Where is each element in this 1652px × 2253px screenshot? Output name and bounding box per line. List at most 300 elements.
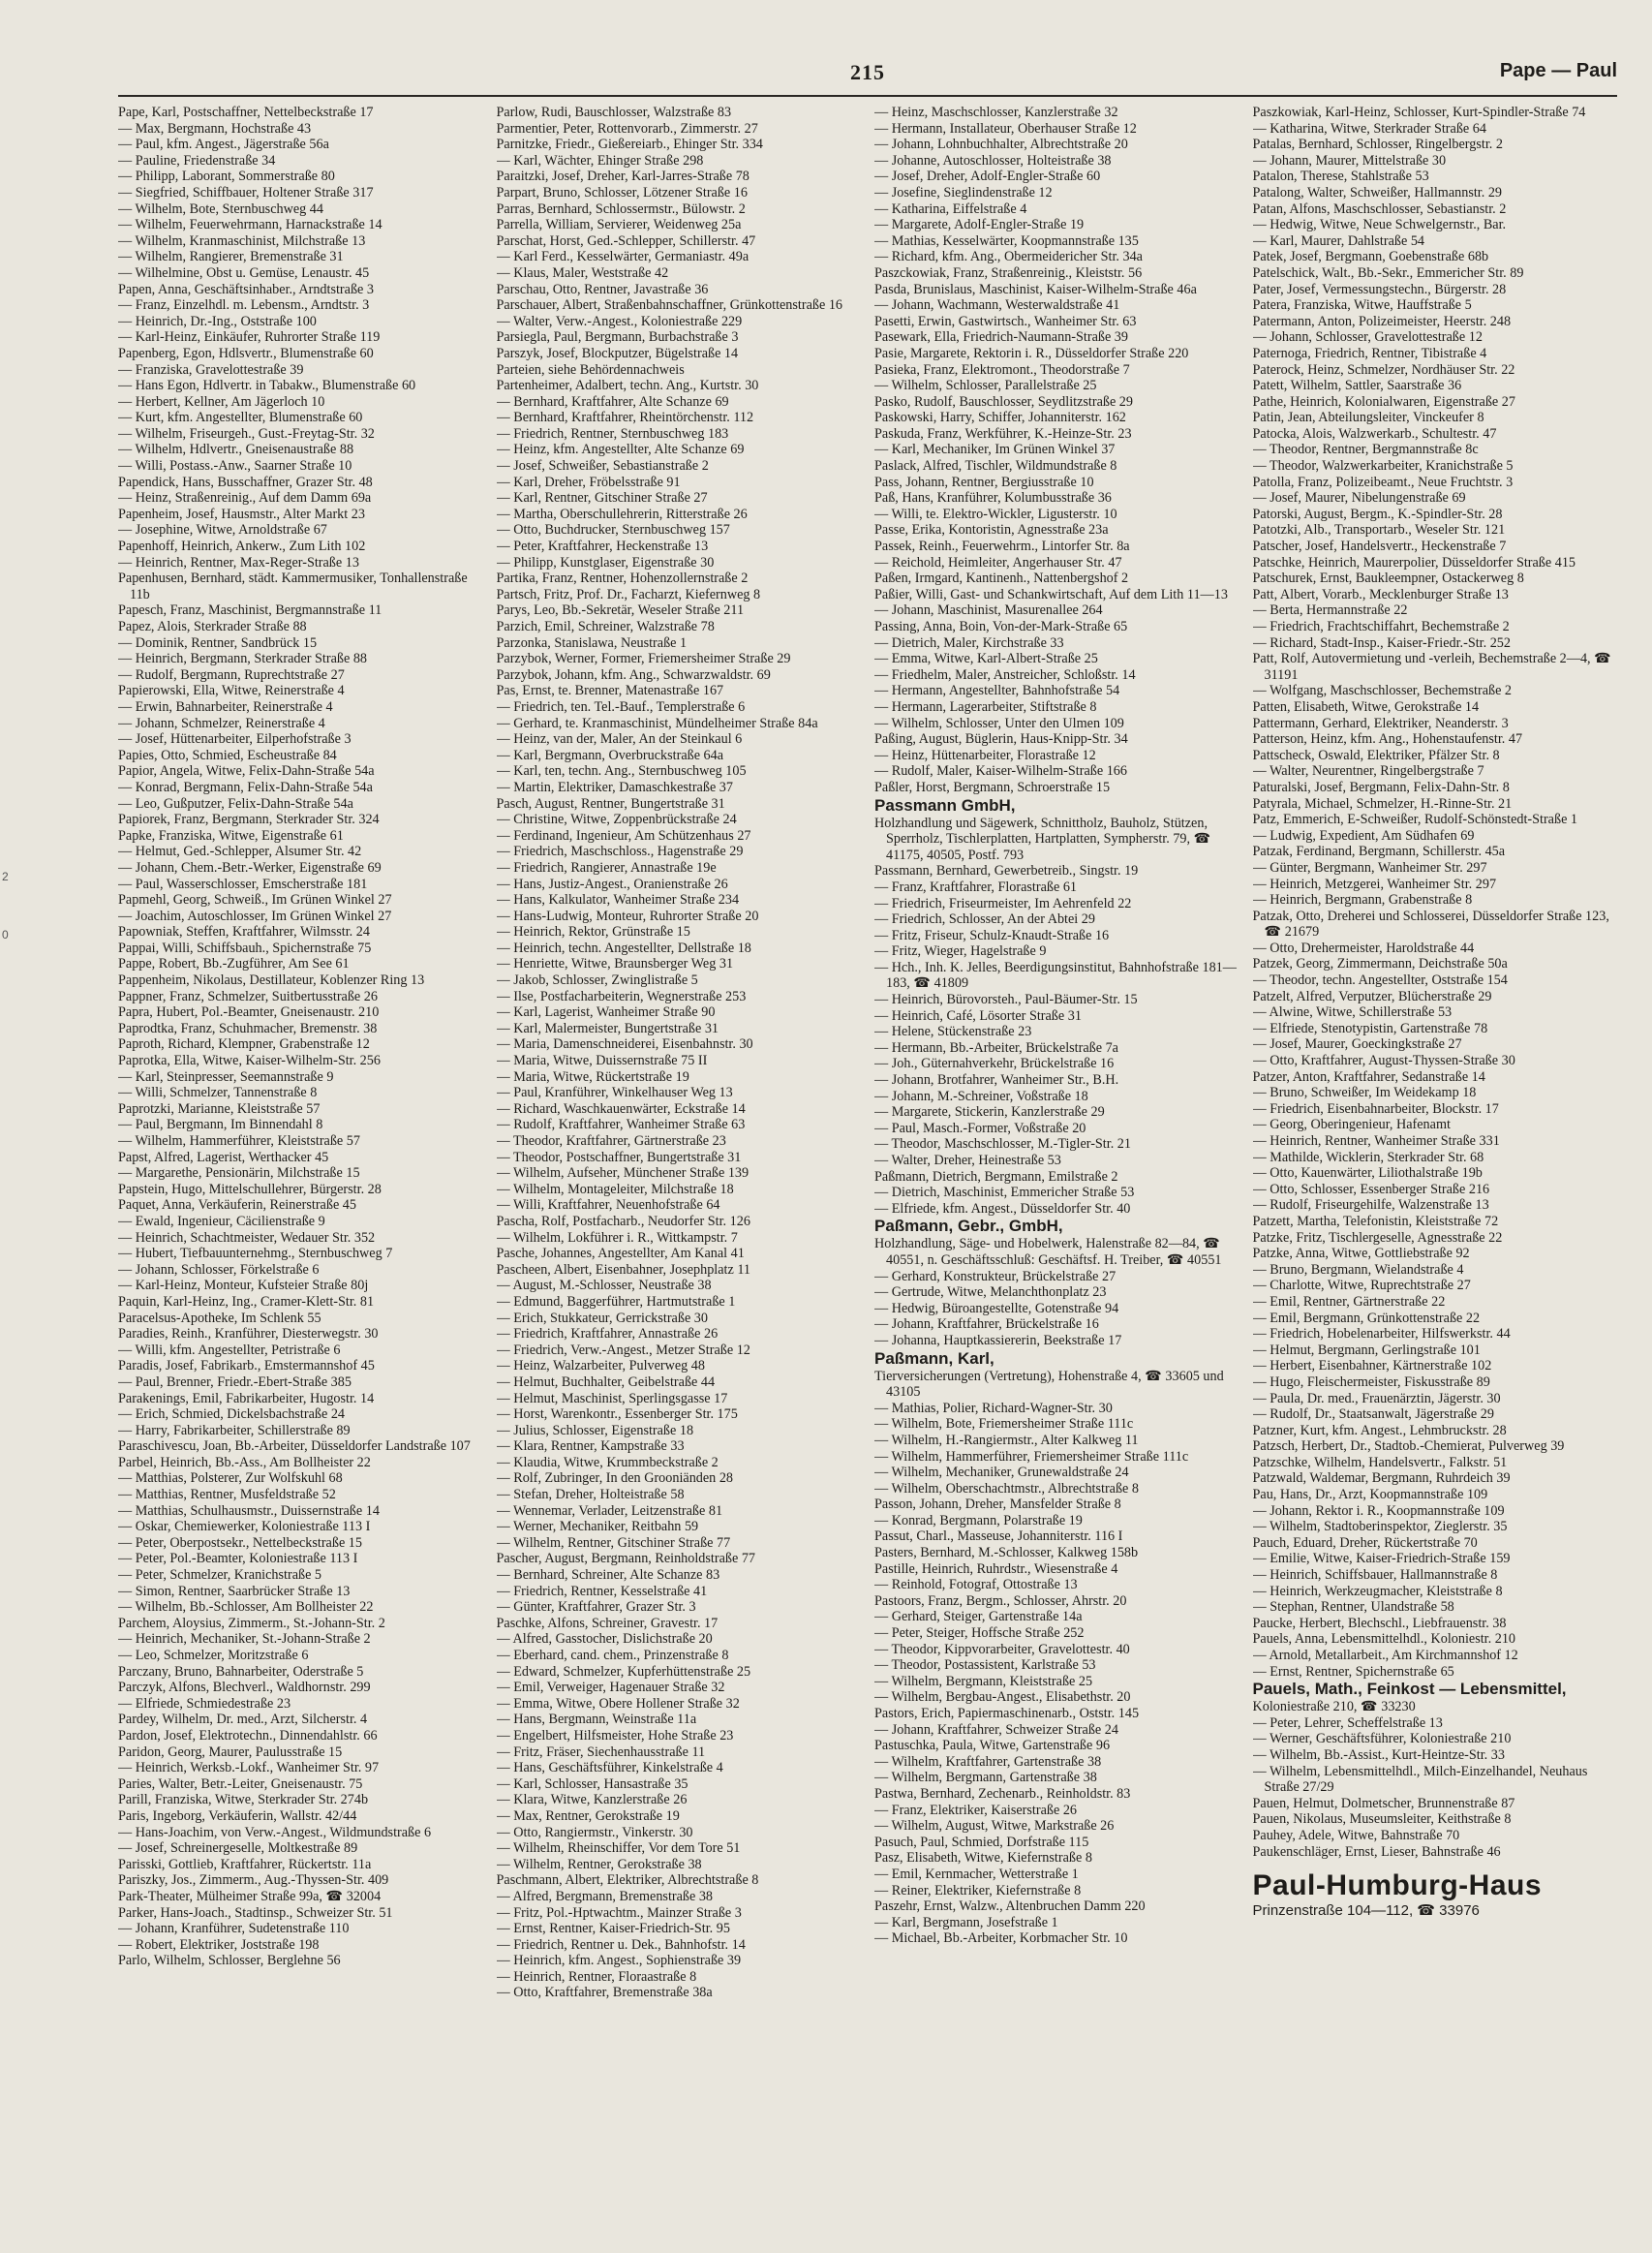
directory-entry: — Hermann, Lagerarbeiter, Stiftstraße 8 [874, 698, 1097, 715]
directory-entry: — Theodor, Kippvorarbeiter, Gravelottestr. 40 [874, 1641, 1130, 1657]
directory-entry: — Heinrich, Metzgerei, Wanheimer Str. 297 [1252, 876, 1497, 892]
directory-entry: — Friedrich, ten. Tel.-Bauf., Templerstraße 6 [496, 698, 746, 715]
directory-entry: — Karl, Dreher, Fröbelsstraße 91 [496, 474, 681, 490]
directory-entry: — Walter, Verw.-Angest., Koloniestraße 229 [496, 313, 743, 329]
directory-entry: — Paul, Masch.-Former, Voßstraße 20 [874, 1120, 1086, 1136]
directory-entry: Paßmann, Gebr., GmbH, [874, 1217, 1063, 1236]
directory-entry: Pappai, Willi, Schiffsbauh., Spichernstraße 75 [118, 940, 372, 956]
directory-entry: — Paul, Wasserschlosser, Emscherstraße 181 [118, 876, 368, 892]
directory-entry: Papra, Hubert, Pol.-Beamter, Gneisenaustr. 210 [118, 1004, 380, 1021]
directory-entry: — Alfred, Bergmann, Bremenstraße 38 [496, 1888, 714, 1904]
directory-entry: — Heinrich, kfm. Angest., Sophienstraße 39 [496, 1953, 742, 1969]
directory-entry: — Joh., Güternahverkehr, Brückelstraße 16 [874, 1056, 1115, 1072]
directory-entry: Parzich, Emil, Schreiner, Walzstraße 78 [496, 619, 715, 634]
directory-entry: Pasewark, Ella, Friedrich-Naumann-Straße 39 [874, 329, 1128, 346]
directory-entry: Patscher, Josef, Handelsvertr., Heckenstraße 7 [1252, 539, 1507, 555]
directory-entry: — Josef, Maurer, Nibelungenstraße 69 [1252, 490, 1466, 507]
directory-entry: Papesch, Franz, Maschinist, Bergmannstraße 11 [118, 602, 382, 619]
directory-entry: — Heinz, kfm. Angestellter, Alte Schanze 69 [496, 442, 745, 458]
directory-entry: Tierversicherungen (Vertretung), Hohenstraße 4, ☎ 33605 und 43105 [874, 1368, 1224, 1401]
directory-entry: — Bruno, Schweißer, Im Weidekamp 18 [1252, 1085, 1477, 1101]
directory-entry: Pattermann, Gerhard, Elektriker, Neanderstr. 3 [1252, 715, 1509, 731]
directory-entry: — Wolfgang, Maschschlosser, Bechemstraße 2 [1252, 683, 1513, 699]
directory-entry: Papiorek, Franz, Bergmann, Sterkrader Str. 324 [118, 812, 380, 828]
directory-entry: — Maria, Witwe, Duissernstraße 75 II [496, 1053, 708, 1069]
directory-entry: — Johann, Schmelzer, Reinerstraße 4 [118, 715, 325, 731]
directory-entry: Patten, Elisabeth, Witwe, Gerokstraße 14 [1252, 698, 1480, 715]
directory-entry: — Werner, Mechaniker, Reitbahn 59 [496, 1519, 699, 1535]
directory-entry: — Otto, Kauenwärter, Liliothalstraße 19b [1252, 1165, 1483, 1182]
directory-entry: — Willi, Kraftfahrer, Neuenhofstraße 64 [496, 1197, 720, 1214]
directory-entry: Patan, Alfons, Maschschlosser, Sebastianstr. 2 [1252, 201, 1507, 217]
directory-entry: Paßing, August, Bügleri​n, Haus-Knipp-Str. 34 [874, 731, 1128, 748]
directory-entry: Paradis, Josef, Fabrikarb., Emstermannshof 45 [118, 1358, 375, 1374]
directory-entry: — Karl, Bergmann, Overbruckstraße 64a [496, 747, 724, 763]
directory-entry: — Matthias, Polsterer, Zur Wolfskuhl 68 [118, 1470, 343, 1487]
directory-entry: — Reinhold, Fotograf, Ottostraße 13 [874, 1577, 1078, 1593]
directory-entry: — Karl, Bergmann, Josefstraße 1 [874, 1914, 1058, 1930]
directory-entry: — Simon, Rentner, Saarbrücker Straße 13 [118, 1583, 351, 1599]
directory-entry: — Heinz, Maschschlosser, Kanzlerstraße 32 [874, 105, 1118, 120]
directory-entry: — Wilhelm, Bote, Sternbuschweg 44 [118, 201, 323, 217]
directory-entry: — Philipp, Kunstglaser, Eigenstraße 30 [496, 554, 715, 571]
directory-entry: — Jakob, Schlosser, Zwinglistraße 5 [496, 972, 698, 989]
directory-entry: Pappe, Robert, Bb.-Zugführer, Am See 61 [118, 956, 350, 972]
directory-entry: — Wilhelm, Bergbau-Angest., Elisabethstr. 20 [874, 1689, 1131, 1706]
directory-entry: Pappner, Franz, Schmelzer, Suitbertusstraße 26 [118, 988, 378, 1004]
directory-entry: — Friedrich, Eisenbahnarbeiter, Blockstr. 17 [1252, 1100, 1499, 1117]
directory-entry: Paterock, Heinz, Schmelzer, Nordhäuser Str. 22 [1252, 361, 1515, 378]
directory-entry: Parszyk, Josef, Blockputzer, Bügelstraße 14 [496, 345, 739, 361]
directory-entry: — Heinrich, Bürovorsteh., Paul-Bäumer-Str. 15 [874, 992, 1138, 1008]
directory-entry: — Rudolf, Friseurgehilfe, Walzenstraße 13 [1252, 1197, 1489, 1214]
directory-entry: Papowniak, Steffen, Kraftfahrer, Wilmsstr. 24 [118, 924, 370, 941]
directory-entry: Patalong, Walter, Schweißer, Hallmannstr. 29 [1252, 184, 1503, 201]
directory-entry: Patt, Rolf, Autovermietung und -verleih, Bechemstraße 2—4, ☎ 31191 [1252, 651, 1611, 683]
directory-entry: Partika, Franz, Rentner, Hohenzollernstraße 2 [496, 571, 749, 587]
directory-entry: Pauels, Anna, Lebensmittelhdl., Koloniestr. 210 [1252, 1631, 1516, 1648]
directory-entry: — Fritz, Pol.-Hptwachtm., Mainzer Straße 3 [496, 1904, 742, 1921]
directory-entry: Pastoors, Franz, Bergm., Schlosser, Ahrstr. 20 [874, 1592, 1127, 1609]
directory-entry: — Martha, Oberschullehrerin, Ritterstraße 26 [496, 506, 748, 522]
directory-entry: Paucke, Herbert, Blechschl., Liebfrauenstr. 38 [1252, 1615, 1507, 1631]
directory-entry: Holzhandlung, Säge- und Hobelwerk, Halenstraße 82—84, ☎ 40551, n. Geschäftsschluß: Geschäftsf. H. Treiber, ☎ 40551 [874, 1236, 1222, 1268]
directory-entry: — Franz, Elektriker, Kaiserstraße 26 [874, 1802, 1078, 1818]
directory-entry: — Hubert, Tiefbauunternehmg., Sternbuschweg 7 [118, 1246, 393, 1262]
directory-entry: — Johann, Kraftfahrer, Brückelstraße 16 [874, 1316, 1099, 1333]
directory-entry: — Fritz, Friseur, Schulz-Knaudt-Straße 16 [874, 927, 1110, 943]
directory-entry: — Helmut, Maschinist, Sperlingsgasse 17 [496, 1390, 728, 1406]
directory-entry: Partenheimer, Adalbert, techn. Ang., Kurtstr. 30 [496, 378, 759, 394]
directory-entry: — Wilhelm, Rentner, Gitschiner Straße 77 [496, 1534, 731, 1551]
directory-entry: Papst, Alfred, Lagerist, Werthacker 45 [118, 1149, 329, 1165]
directory-entry: — Willi, kfm. Angestellter, Petristraße 6 [118, 1342, 341, 1358]
directory-entry: Passek, Reinh., Feuerwehrm., Lintorfer Str. 8a [874, 539, 1130, 555]
directory-entry: — Harry, Fabrikarbeiter, Schillerstraße 89 [118, 1422, 351, 1438]
directory-entry: — Horst, Warenkontr., Essenberger Str. 175 [496, 1406, 738, 1423]
directory-entry: — Karl, Mechaniker, Im Grünen Winkel 37 [874, 442, 1116, 458]
directory-entry: — Wilhelm, Hammerführer, Friemersheimer Straße 111c [874, 1448, 1189, 1465]
directory-entry: — Mathias, Polier, Richard-Wagner-Str. 30 [874, 1400, 1113, 1416]
directory-entry: — Johann, Maurer, Mittelstraße 30 [1252, 152, 1447, 169]
advertisement [1253, 1869, 1618, 1920]
directory-entry: — Otto, Kraftfahrer, August-Thyssen-Straße 30 [1252, 1053, 1515, 1069]
directory-entry: — Franz, Kraftfahrer, Florastraße 61 [874, 879, 1078, 895]
directory-entry: — Ilse, Postfacharbeiterin, Wegnerstraße 253 [496, 988, 747, 1004]
directory-entry: — Wilhelm, H.-Rangiermstr., Alter Kalkweg 11 [874, 1432, 1139, 1448]
directory-entry: — Karl, ten, techn. Ang., Sternbuschweg 105 [496, 763, 747, 780]
directory-entry: Passut, Charl., Masseuse, Johanniterstr. 116 I [874, 1528, 1123, 1545]
directory-entry: Passmann, Bernhard, Gewerbetreib., Singstr. 19 [874, 863, 1139, 880]
directory-entry: — Alfred, Gasstocher, Dislichstraße 20 [496, 1631, 713, 1648]
directory-entry: — Max, Bergmann, Hochstraße 43 [118, 120, 312, 137]
directory-entry: Paszehr, Ernst, Walzw., Altenbruchen Damm 220 [874, 1898, 1146, 1915]
directory-entry: — Friedhelm, Maler, Anstreicher, Schloßstr. 14 [874, 666, 1136, 683]
directory-entry: — Hans, Kalkulator, Wanheimer Straße 234 [496, 892, 740, 909]
directory-entry: — Herbert, Eisenbahner, Kärtnerstraße 102 [1252, 1358, 1492, 1374]
directory-entry: Pauen, Helmut, Dolmetscher, Brunnenstraße 87 [1252, 1795, 1515, 1811]
directory-entry: — Johann, M.-Schreiner, Voßstraße 18 [874, 1088, 1088, 1104]
directory-entry: — Heinrich, techn. Angestellter, Dellstraße 18 [496, 940, 751, 956]
directory-entry: — Fritz, Fräser, Siechenhausstraße 11 [496, 1744, 706, 1760]
directory-entry: — Heinrich, Schiffsbauer, Hallmannstraße 8 [1252, 1567, 1498, 1584]
directory-entry: — Friedrich, Hobelenarbeiter, Hilfswerkstr. 44 [1252, 1326, 1511, 1343]
directory-entry: — Wilhelm, Kranmaschinist, Milchstraße 13 [118, 232, 366, 249]
directory-entry: — Paul, kfm. Angest., Jägerstraße 56a [118, 137, 329, 153]
advertisement-title: Paul-Humburg-Haus [1252, 1869, 1543, 1902]
directory-entry: Pascha, Rolf, Postfacharb., Neudorfer Str. 126 [496, 1213, 750, 1229]
directory-entry: Parczyk, Alfons, Blechverl., Waldhornstr. 299 [118, 1680, 371, 1696]
directory-entry: — Stephan, Rentner, Ulandstraße 58 [1252, 1599, 1454, 1616]
directory-entry: — Klaus, Maler, Weststraße 42 [496, 264, 669, 281]
directory-entry: Paukenschläger, Ernst, Lieser, Bahnstraße 46 [1252, 1843, 1501, 1860]
directory-entry: — Richard, kfm. Ang., Obermeidericher Str. 34a [874, 249, 1143, 265]
directory-entry: — Peter, Lehrer, Scheffelstraße 13 [1252, 1714, 1443, 1731]
directory-entry: — Emil, Verweiger, Hagenauer Straße 32 [496, 1680, 725, 1696]
directory-entry: Holzhandlung und Sägewerk, Schnittholz, Bauholz, Stützen, Sperrholz, Tischlerplatten, Hartplatten, Sympherstr. 79, ☎ 41175, 40505, Postf. 793 [874, 815, 1211, 863]
directory-entry: — Willi, Postass.-Anw., Saarner Straße 10 [118, 458, 352, 475]
directory-entry: — Wilhelm, Schlosser, Unter den Ulmen 109 [874, 715, 1124, 731]
directory-entry: — Johann, Rektor i. R., Koopmannstraße 109 [1252, 1502, 1505, 1519]
directory-entry: Pastuschka, Paula, Witwe, Gartenstraße 96 [874, 1738, 1111, 1754]
directory-entry: — Heinrich, Rektor, Grünstraße 15 [496, 924, 690, 941]
directory-entry: — Heinz, van der, Maler, An der Steinkaul 6 [496, 731, 743, 748]
directory-entry: — Theodor, Postschaffner, Bungertstraße 31 [496, 1149, 742, 1165]
directory-entry: Pasz, Elisabeth, Witwe, Kiefernstraße 8 [874, 1850, 1092, 1867]
directory-entry: Pasters, Bernhard, M.-Schlosser, Kalkweg 158b [874, 1545, 1139, 1561]
directory-entry: — Peter, Kraftfahrer, Heckenstraße 13 [496, 539, 709, 555]
directory-entry: Paproth, Richard, Klempner, Grabenstraße 12 [118, 1036, 370, 1053]
directory-entry: — Bruno, Bergmann, Wielandstraße 4 [1252, 1261, 1464, 1278]
directory-entry: Paßmann, Dietrich, Bergmann, Emilstraße 2 [874, 1168, 1118, 1185]
directory-entry: — Hans-Ludwig, Monteur, Ruhrorter Straße 20 [496, 908, 759, 924]
directory-entry: Patterson, Heinz, kfm. Ang., Hohenstaufenstr. 47 [1252, 731, 1523, 748]
directory-entry: Papez, Alois, Sterkrader Straße 88 [118, 619, 307, 634]
directory-entry: — Max, Rentner, Gerokstraße 19 [496, 1807, 680, 1824]
advertisement-subtitle: Prinzenstraße 104—112, ☎ 33976 [1252, 1902, 1480, 1920]
directory-entry: Patzschke, Wilhelm, Handelsvertr., Falkstr. 51 [1252, 1454, 1508, 1470]
directory-column-3 [874, 105, 1239, 2236]
directory-entry: — Leo, Gußputzer, Felix-Dahn-Straße 54a [118, 795, 353, 812]
directory-entry: — Otto, Buchdrucker, Sternbuschweg 157 [496, 522, 730, 539]
directory-entry: Papenberg, Egon, Hdlsvertr., Blumenstraße 60 [118, 345, 374, 361]
directory-entry: — Karl Ferd., Kesselwärter, Germaniastr. 49a [496, 249, 750, 265]
directory-entry: Paris, Ingeborg, Verkäuferin, Wallstr. 42/44 [118, 1807, 357, 1824]
directory-entry: — Johann, Lohnbuchhalter, Albrechtstraße 20 [874, 137, 1128, 153]
directory-entry: — Johanne, Autoschlosser, Holteistraße 38 [874, 152, 1112, 169]
directory-entry: — Peter, Pol.-Beamter, Koloniestraße 113 I [118, 1551, 358, 1567]
directory-entry: — Friedrich, Frachtschiffahrt, Bechemstraße 2 [1252, 619, 1510, 634]
directory-entry: — Konrad, Bergmann, Felix-Dahn-Straße 54a [118, 779, 373, 795]
directory-entry: Pater, Josef, Vermessungstechn., Bürgerstr. 28 [1252, 281, 1507, 297]
directory-entry: — Ewald, Ingenieur, Cäcilienstraße 9 [118, 1213, 325, 1229]
directory-entry: — Oskar, Chemiewerker, Koloniestraße 113 I [118, 1519, 371, 1535]
directory-entry: — Eberhard, cand. chem., Prinzenstraße 8 [496, 1648, 729, 1663]
directory-entry: — Leo, Schmelzer, Moritzstraße 6 [118, 1648, 309, 1663]
directory-entry: Parlo, Wilhelm, Schlosser, Berglehne 56 [118, 1953, 341, 1969]
directory-entry: Parrella, William, Servierer, Weidenweg 25a [496, 217, 742, 233]
directory-entry: — Heinrich, Rentner, Floraastraße 8 [496, 1968, 697, 1985]
directory-entry: — Katharina, Eiffelstraße 4 [874, 201, 1027, 217]
directory-entry: — Franziska, Gravelottestraße 39 [118, 361, 304, 378]
directory-entry: Paraitzki, Josef, Dreher, Karl-Jarres-Straße 78 [496, 169, 750, 185]
directory-entry: — Edward, Schmelzer, Kupferhüttenstraße 25 [496, 1663, 751, 1680]
directory-entry: Parisski, Gottlieb, Kraftfahrer, Rückertstr. 11a [118, 1856, 372, 1872]
directory-entry: — Johann, Kraftfahrer, Schweizer Straße 24 [874, 1721, 1118, 1738]
directory-entry: — Wilhelm, Lokführer i. R., Wittkampstr. 7 [496, 1229, 738, 1246]
directory-entry: Paskuda, Franz, Werkführer, K.-Heinze-Str. 23 [874, 425, 1132, 442]
directory-entry: Parlow, Rudi, Bauschlosser, Walzstraße 83 [496, 105, 732, 120]
directory-entry: — Paula, Dr. med., Frauenärztin, Jägerstr. 30 [1252, 1390, 1501, 1406]
directory-entry: — Hermann, Installateur, Oberhauser Straße 12 [874, 120, 1137, 137]
directory-entry: — Philipp, Laborant, Sommerstraße 80 [118, 169, 335, 185]
directory-entry: Patin, Jean, Abteilungsleiter, Vinckeufer 8 [1252, 410, 1484, 426]
directory-entry: Pastors, Erich, Papiermaschinenarb., Oststr. 145 [874, 1706, 1140, 1721]
directory-entry: — Paul, Brenner, Friedr.-Ebert-Straße 385 [118, 1373, 352, 1390]
directory-entry: Patelschick, Walt., Bb.-Sekr., Emmericher Str. 89 [1252, 264, 1524, 281]
directory-entry: — Hans, Bergmann, Weinstraße 11a [496, 1712, 697, 1728]
directory-entry: Paßmann, Karl, [874, 1348, 994, 1368]
directory-entry: Patzner, Kurt, kfm. Angest., Lehmbruckstr. 28 [1252, 1422, 1507, 1438]
directory-entry: Parill, Franziska, Witwe, Sterkrader Str. 274b [118, 1792, 369, 1808]
directory-entry: Papenhoff, Heinrich, Ankerw., Zum Lith 102 [118, 539, 366, 555]
directory-entry: — Theodor, Walzwerkarbeiter, Kranichstraße 5 [1252, 458, 1514, 475]
directory-entry: — Otto, Rangiermstr., Vinkerstr. 30 [496, 1824, 693, 1840]
directory-entry: — Emma, Witwe, Obere Hollener Straße 32 [496, 1695, 740, 1712]
directory-entry: Patyrala, Michael, Schmelzer, H.-Rinne-Str. 21 [1252, 795, 1513, 812]
directory-entry: Papenheim, Josef, Hausmstr., Alter Markt 23 [118, 506, 365, 522]
directory-entry: — Wilhelm, Rentner, Gerokstraße 38 [496, 1856, 702, 1872]
directory-entry: — Erwin, Bahnarbeiter, Reinerstraße 4 [118, 698, 333, 715]
directory-entry: Pasuch, Paul, Schmied, Dorfstraße 115 [874, 1834, 1089, 1850]
directory-entry: — Karl-Heinz, Monteur, Kufsteier Straße 80j [118, 1278, 369, 1294]
directory-entry: — Heinrich, Rentner, Max-Reger-Straße 13 [118, 554, 359, 571]
directory-entry: — Richard, Waschkauenwärter, Eckstraße 14 [496, 1100, 746, 1117]
directory-entry: — Helmut, Ged.-Schlepper, Alsumer Str. 42 [118, 844, 362, 860]
directory-entry: — Johann, Brotfahrer, Wanheimer Str., B.H. [874, 1072, 1119, 1089]
directory-entry: — Peter, Schmelzer, Kranichstraße 5 [118, 1567, 322, 1584]
directory-entry: — Hedwig, Witwe, Neue Schwelgernstr., Bar. [1252, 217, 1507, 233]
directory-entry: Parpart, Bruno, Schlosser, Lötzener Straße 16 [496, 184, 748, 201]
directory-entry: — Martin, Elektriker, Damaschkestraße 37 [496, 779, 733, 795]
directory-entry: — Berta, Hermannstraße 22 [1252, 602, 1408, 619]
directory-entry: — Ferdinand, Ingenieur, Am Schützenhaus 27 [496, 827, 751, 844]
directory-entry: Pasetti, Erwin, Gastwirtsch., Wanheimer Str. 63 [874, 313, 1137, 329]
directory-entry: Patalas, Bernhard, Schlosser, Ringelbergstr. 2 [1252, 137, 1503, 153]
directory-entry: Parteien, siehe Behördennachweis [496, 361, 685, 378]
directory-entry: — Hans-Joachim, von Verw.-Angest., Wildmundstraße 6 [118, 1824, 432, 1840]
directory-entry: Patzak, Ferdinand, Bergmann, Schillerstr. 45a [1252, 844, 1506, 860]
directory-entry: — Otto, Kraftfahrer, Bremenstraße 38a [496, 1985, 713, 2001]
directory-entry: — Walter, Neurentner, Ringelbergstraße 7 [1252, 763, 1484, 780]
directory-entry: — Karl, Schlosser, Hansastraße 35 [496, 1775, 688, 1792]
directory-entry: — Robert, Elektriker, Joststraße 198 [118, 1936, 320, 1953]
directory-entry: — Heinrich, Werkzeugmacher, Kleiststraße 8 [1252, 1583, 1503, 1599]
directory-entry: Paraschivescu, Joan, Bb.-Arbeiter, Düsseldorfer Landstraße 107 [118, 1438, 471, 1455]
directory-entry: Papke, Franziska, Witwe, Eigenstraße 61 [118, 827, 344, 844]
directory-entry: — Wilhelm, Montageleiter, Milchstraße 18 [496, 1181, 734, 1197]
directory-entry: — Rudolf, Dr., Staatsanwalt, Jägerstraße 29 [1252, 1406, 1494, 1423]
directory-entry: — Heinrich, Mechaniker, St.-Johann-Straße 2 [118, 1631, 371, 1648]
directory-entry: — Karl, Malermeister, Bungertstraße 31 [496, 1020, 719, 1036]
directory-entry: Pauch, Eduard, Dreher, Rückertstraße 70 [1252, 1534, 1478, 1551]
directory-entry: Pascheen, Albert, Eisenbahner, Josephplatz 11 [496, 1261, 750, 1278]
directory-entry: Parzonka, Stanislawa, Neustraße 1 [496, 634, 688, 651]
directory-entry: Parschat, Horst, Ged.-Schlepper, Schillerstr. 47 [496, 232, 756, 249]
directory-entry: — Friedrich, Rangierer, Annastraße 19e [496, 859, 717, 876]
directory-entry: — Hans, Geschäftsführer, Kinkelstraße 4 [496, 1760, 723, 1776]
directory-entry: Pass, Johann, Rentner, Bergiusstraße 10 [874, 474, 1094, 490]
directory-entry: — Alwine, Witwe, Schillerstraße 53 [1252, 1004, 1453, 1021]
directory-entry: — Heinrich, Schachtmeister, Wedauer Str. 352 [118, 1229, 376, 1246]
page-header [118, 60, 1617, 99]
directory-entry: Paschke, Alfons, Schreiner, Gravestr. 17 [496, 1615, 719, 1631]
directory-entry: — Wilhelm, Bergmann, Kleiststraße 25 [874, 1673, 1093, 1689]
directory-entry: Parchem, Aloysius, Zimmerm., St.-Johann-Str. 2 [118, 1615, 385, 1631]
directory-entry: Park-Theater, Mülheimer Straße 99a, ☎ 32004 [118, 1888, 382, 1904]
directory-entry: — Johann, Kranführer, Sudetenstraße 110 [118, 1921, 350, 1937]
directory-entry: — Wilhelm, Mechaniker, Grunewaldstraße 24 [874, 1465, 1129, 1481]
directory-entry: Pape, Karl, Postschaffner, Nettelbeckstraße 17 [118, 105, 374, 120]
directory-entry: Parzybok, Johann, kfm. Ang., Schwarzwaldstr. 69 [496, 666, 771, 683]
directory-entry: — Friedrich, Maschschloss., Hagenstraße 29 [496, 844, 744, 860]
directory-entry: — Emil, Bergmann, Grünkottenstraße 22 [1252, 1310, 1481, 1326]
directory-entry: — Karl, Wächter, Ehinger Straße 298 [496, 152, 704, 169]
header-rule [118, 95, 1617, 97]
directory-entry: — Heinrich, Werksb.-Lokf., Wanheimer Str. 97 [118, 1760, 380, 1776]
directory-entry: Pathe, Heinrich, Kolonialwaren, Eigenstraße 27 [1252, 393, 1515, 410]
directory-entry: — Helene, Stückenstraße 23 [874, 1024, 1032, 1040]
directory-entry: Patzer, Anton, Kraftfahrer, Sedanstraße 14 [1252, 1068, 1485, 1085]
directory-entry: Pasch, August, Rentner, Bungertstraße 31 [496, 795, 725, 812]
directory-entry: — Matthias, Schulhausmstr., Duissernstraße 14 [118, 1502, 380, 1519]
directory-entry: Paszkowiak, Karl-Heinz, Schlosser, Kurt-Spindler-Straße 74 [1252, 105, 1586, 120]
directory-entry: — Johann, Schlosser, Gravelottestraße 12 [1252, 329, 1483, 346]
directory-entry: — Wilhelm, Stadtoberinspektor, Zieglerstr. 35 [1252, 1519, 1508, 1535]
directory-entry: — Hans Egon, Hdlvertr. in Tabakw., Blumenstraße 60 [118, 378, 416, 394]
directory-entry: — Klara, Rentner, Kampstraße 33 [496, 1438, 685, 1455]
directory-column-2 [497, 105, 862, 2236]
directory-entry: — Josef, Dreher, Adolf-Engler-Straße 60 [874, 169, 1101, 185]
directory-entry: — Josef, Hüttenarbeiter, Eilperhofstraße 3 [118, 731, 352, 748]
directory-entry: — Gerhard, Konstrukteur, Brückelstraße 27 [874, 1268, 1117, 1284]
directory-entry: — Wilhelm, Kraftfahrer, Gartenstraße 38 [874, 1753, 1102, 1770]
directory-entry: — Friedrich, Verw.-Angest., Metzer Straße 12 [496, 1342, 750, 1358]
directory-entry: — Rolf, Zubringer, In den Grooniänden 28 [496, 1470, 734, 1487]
directory-entry: — Karl, Rentner, Gitschiner Straße 27 [496, 490, 708, 507]
directory-entry: Paprotzki, Marianne, Kleiststraße 57 [118, 1100, 321, 1117]
directory-entry: — Wilhelm, Oberschachtmstr., Albrechtstraße 8 [874, 1480, 1139, 1497]
directory-entry: — Peter, Oberpostsekr., Nettelbeckstraße 15 [118, 1534, 362, 1551]
directory-entry: — Pauline, Friedenstraße 34 [118, 152, 276, 169]
directory-entry: — Rudolf, Kraftfahrer, Wanheimer Straße 63 [496, 1117, 746, 1133]
directory-entry: — Julius, Schlosser, Eigenstraße 18 [496, 1422, 694, 1438]
directory-entry: — Otto, Drehermeister, Haroldstraße 44 [1252, 940, 1475, 956]
directory-entry: Patzek, Georg, Zimmermann, Deichstraße 50a [1252, 956, 1508, 972]
directory-entry: Pastille, Heinrich, Ruhrdstr., Wiesenstraße 4 [874, 1560, 1118, 1577]
directory-entry: — Josef, Schreinergeselle, Moltkestraße 89 [118, 1840, 358, 1857]
directory-entry: — Dietrich, Maler, Kirchstraße 33 [874, 634, 1064, 651]
directory-entry: Patorski, August, Bergm., K.-Spindler-Str. 28 [1252, 506, 1503, 522]
directory-entry: — Theodor, techn. Angestellter, Oststraße 154 [1252, 972, 1508, 989]
directory-entry: — Reichold, Heimleiter, Angerhauser Str. 47 [874, 554, 1122, 571]
directory-entry: — Karl, Lagerist, Wanheimer Straße 90 [496, 1004, 716, 1021]
directory-entry: — Emil, Kernmacher, Wetterstraße 1 [874, 1866, 1079, 1882]
directory-entry: — Stefan, Dreher, Holteistraße 58 [496, 1487, 685, 1503]
directory-entry: — Wilhelm, Feuerwehrmann, Harnackstraße 14 [118, 217, 382, 233]
directory-entry: Pariszky, Jos., Zimmerm., Aug.-Thyssen-Str. 409 [118, 1872, 389, 1889]
directory-entry: Patzak, Otto, Dreherei und Schlosserei, Düsseldorfer Straße 123, ☎ 21679 [1252, 908, 1609, 941]
directory-entry: — Hermann, Angestellter, Bahnhofstraße 54 [874, 683, 1120, 699]
directory-entry: Paszckowiak, Franz, Straßenreinig., Kleiststr. 56 [874, 264, 1143, 281]
directory-entry: — Margarete, Adolf-Engler-Straße 19 [874, 217, 1085, 233]
directory-entry: — Erich, Schmied, Dickelsbachstraße 24 [118, 1406, 346, 1423]
directory-entry: Pauels, Math., Feinkost — Lebensmittel, [1252, 1680, 1567, 1699]
directory-entry: — Gerhard, te. Kranmaschinist, Mündelheimer Straße 84a [496, 715, 818, 731]
directory-entry: Paprodtka, Franz, Schuhmacher, Bremenstr. 38 [118, 1020, 378, 1036]
directory-entry: — Franz, Einzelhdl. m. Lebensm., Arndtstr. 3 [118, 297, 370, 314]
directory-entry: — Reiner, Elektriker, Kiefernstraße 8 [874, 1882, 1082, 1898]
running-head: Pape — Paul [1499, 60, 1617, 81]
directory-entry: Paslack, Alfred, Tischler, Wildmundstraße 8 [874, 458, 1117, 475]
directory-entry: — Engelbert, Hilfsmeister, Hohe Straße 23 [496, 1727, 734, 1744]
directory-entry: Pascher, August, Bergmann, Reinholdstraße 77 [496, 1551, 756, 1567]
directory-entry: — Heinrich, Bergmann, Sterkrader Straße 88 [118, 651, 368, 667]
directory-entry: — Margarethe, Pensionärin, Milchstraße 15 [118, 1165, 360, 1182]
directory-entry: Parzybok, Werner, Former, Friemersheimer Straße 29 [496, 651, 791, 667]
directory-entry: — Elfriede, Schmiedestraße 23 [118, 1695, 291, 1712]
directory-entry: Patermann, Anton, Polizeimeister, Heerstr. 248 [1252, 313, 1512, 329]
directory-entry: Patzke, Fritz, Tischlergeselle, Agnesstraße 22 [1252, 1229, 1503, 1246]
directory-entry: — Henriette, Witwe, Braunsberger Weg 31 [496, 956, 734, 972]
directory-entry: — Emma, Witwe, Karl-Albert-Straße 25 [874, 651, 1098, 667]
directory-entry: — Karl-Heinz, Einkäufer, Ruhrorter Straße 119 [118, 329, 381, 346]
directory-entry: Parschauer, Albert, Straßenbahnschaffner, Grünkottenstraße 16 [496, 297, 843, 314]
directory-entry: — Theodor, Postassistent, Karlstraße 53 [874, 1657, 1096, 1674]
directory-entry: — Richard, Stadt-Insp., Kaiser-Friedr.-Str. 252 [1252, 634, 1511, 651]
directory-entry: — Theodor, Kraftfahrer, Gärtnerstraße 23 [496, 1133, 726, 1149]
directory-entry: — Wilhelm, Bb.-Assist., Kurt-Heintze-Str. 33 [1252, 1746, 1505, 1763]
directory-entry: — Heinrich, Bergmann, Grabenstraße 8 [1252, 892, 1473, 909]
directory-entry: Pau, Hans, Dr., Arzt, Koopmannstraße 109 [1252, 1487, 1488, 1503]
directory-entry: — Theodor, Maschschlosser, M.-Tigler-Str. 21 [874, 1136, 1131, 1153]
directory-entry: — Helmut, Buchhalter, Geibelstraße 44 [496, 1373, 716, 1390]
directory-entry: — Karl, Maurer, Dahlstraße 54 [1252, 232, 1425, 249]
directory-entry: Patzsch, Herbert, Dr., Stadtob.-Chemierat, Pulverweg 39 [1252, 1438, 1565, 1455]
directory-entry: Koloniestraße 210, ☎ 33230 [1252, 1699, 1416, 1715]
directory-entry: Patzwald, Waldemar, Bergmann, Ruhrdeich 39 [1252, 1470, 1511, 1487]
directory-entry: Paracelsus-Apotheke, Im Schlenk 55 [118, 1310, 321, 1326]
